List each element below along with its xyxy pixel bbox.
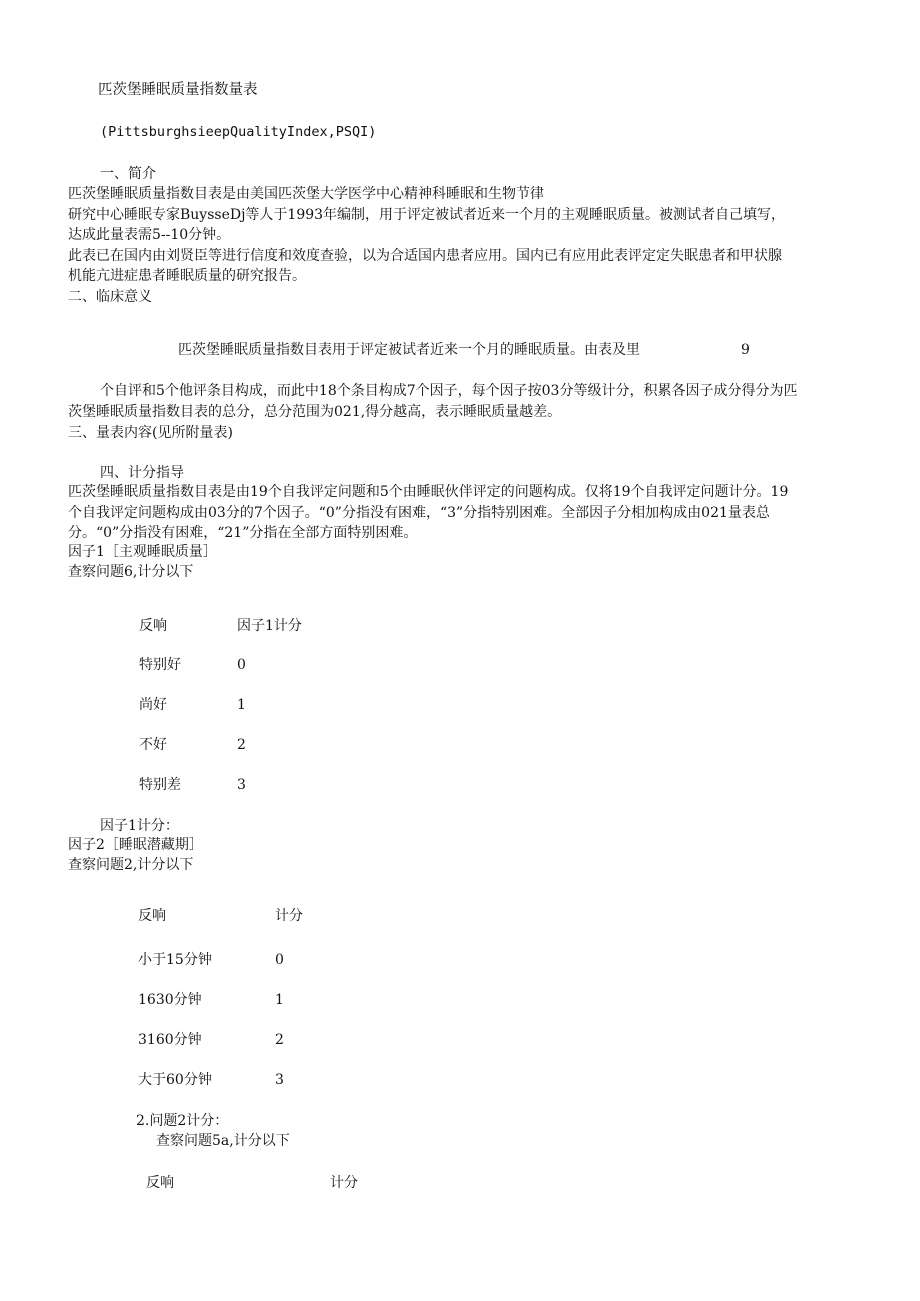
section-4-line: 个自我评定问题构成由03分的7个因子。“0”分指没有困难，“3”分指特别困难。全部因子分相加构成由021量表总	[68, 504, 770, 521]
section-1-line: 达成此量表需5--10分钟。	[68, 227, 231, 243]
factor-1-instruction: 查察问题6,计分以下	[68, 564, 194, 580]
factor-1-row-score: 0	[237, 657, 246, 673]
factor-2-row-score: 2	[275, 1032, 284, 1048]
factor-2-row-response: 3160分钟	[138, 1032, 202, 1048]
section-1-line: 机能亢进症患者睡眠质量的研究报告。	[68, 268, 306, 284]
factor-2-instruction: 查察问题2,计分以下	[68, 857, 194, 873]
factor-1-header-score: 因子1计分	[237, 618, 302, 634]
factor-2-row-score: 0	[275, 952, 284, 968]
factor-2-row-response: 小于15分钟	[138, 952, 212, 968]
section-2-body	[68, 381, 848, 422]
factor-2-row-score: 3	[275, 1072, 284, 1088]
section-1-line: 研究中心睡眠专家BuysseDj等人于1993年编制，用于评定被试者近来一个月的主观睡眠质量。被测试者自己填写，	[68, 206, 786, 223]
question-5a-header-response: 反响	[146, 1175, 174, 1191]
section-3-heading: 三、量表内容(见所附量表)	[68, 425, 233, 441]
question-5a-header-score: 计分	[330, 1175, 358, 1191]
factor-2-header-score: 计分	[275, 908, 303, 924]
factor-2-header-response: 反响	[138, 908, 166, 924]
section-2-centered-line: 匹茨堡睡眠质量指数目表用于评定被试者近来一个月的睡眠质量。由表及里	[178, 342, 640, 358]
question-5a-instruction: 查察问题5a,计分以下	[156, 1133, 290, 1149]
section-4-heading: 四、计分指导	[100, 465, 184, 481]
document-title: 匹茨堡睡眠质量指数量表	[98, 82, 258, 98]
factor-1-row-response: 不好	[139, 737, 167, 753]
section-2-line: 茨堡睡眠质量指数目表的总分，总分范围为021,得分越高，表示睡眠质量越差。	[68, 403, 562, 420]
factor-1-score-label: 因子1计分：	[100, 818, 179, 834]
factor-1-row-response: 尚好	[139, 697, 167, 713]
factor-1-row-response: 特别好	[139, 657, 181, 673]
factor-2-row-score: 1	[275, 992, 284, 1008]
section-2-heading: 二、临床意义	[68, 289, 152, 305]
factor-1-row-score: 1	[237, 697, 246, 713]
question-2-score-label: 2.问题2计分：	[136, 1113, 229, 1129]
section-2-centered-number: 9	[741, 342, 750, 358]
factor-2-row-response: 大于60分钟	[138, 1072, 212, 1088]
section-1-body	[68, 184, 848, 287]
factor-2-row-response: 1630分钟	[138, 992, 202, 1008]
section-2-line: 个自评和5个他评条目构成，而此中18个条目构成7个因子，每个因子按03分等级计分，积累各因子成分得分为匹	[100, 383, 798, 399]
section-4-line: 匹茨堡睡眠质量指数目表是由19个自我评定问题和5个由睡眠伙伴评定的问题构成。仅将19个自我评定问题计分。19	[68, 484, 789, 500]
factor-1-row-response: 特别差	[139, 777, 181, 793]
section-1-line: 此表已在国内由刘贤臣等进行信度和效度查验，以为合适国内患者应用。国内已有应用此表评定定失眠患者和甲状腺	[68, 247, 782, 264]
section-1-line: 匹茨堡睡眠质量指数目表是由美国匹茨堡大学医学中心精神科睡眠和生物节律	[68, 186, 544, 202]
document-subtitle: (PittsburghsieepQualityIndex,PSQI)	[100, 124, 377, 140]
section-1-heading: 一、简介	[100, 166, 156, 182]
factor-1-row-score: 2	[237, 737, 246, 753]
factor-1-row-score: 3	[237, 777, 246, 793]
factor-1-title: 因子1［主观睡眠质量］	[68, 544, 217, 560]
factor-2-title: 因子2［睡眠潜藏期］	[68, 837, 203, 853]
section-4-line: 分。“0”分指没有困难，“21”分指在全部方面特别困难。	[68, 525, 418, 541]
factor-1-header-response: 反响	[139, 618, 167, 634]
section-4-body	[68, 482, 848, 544]
